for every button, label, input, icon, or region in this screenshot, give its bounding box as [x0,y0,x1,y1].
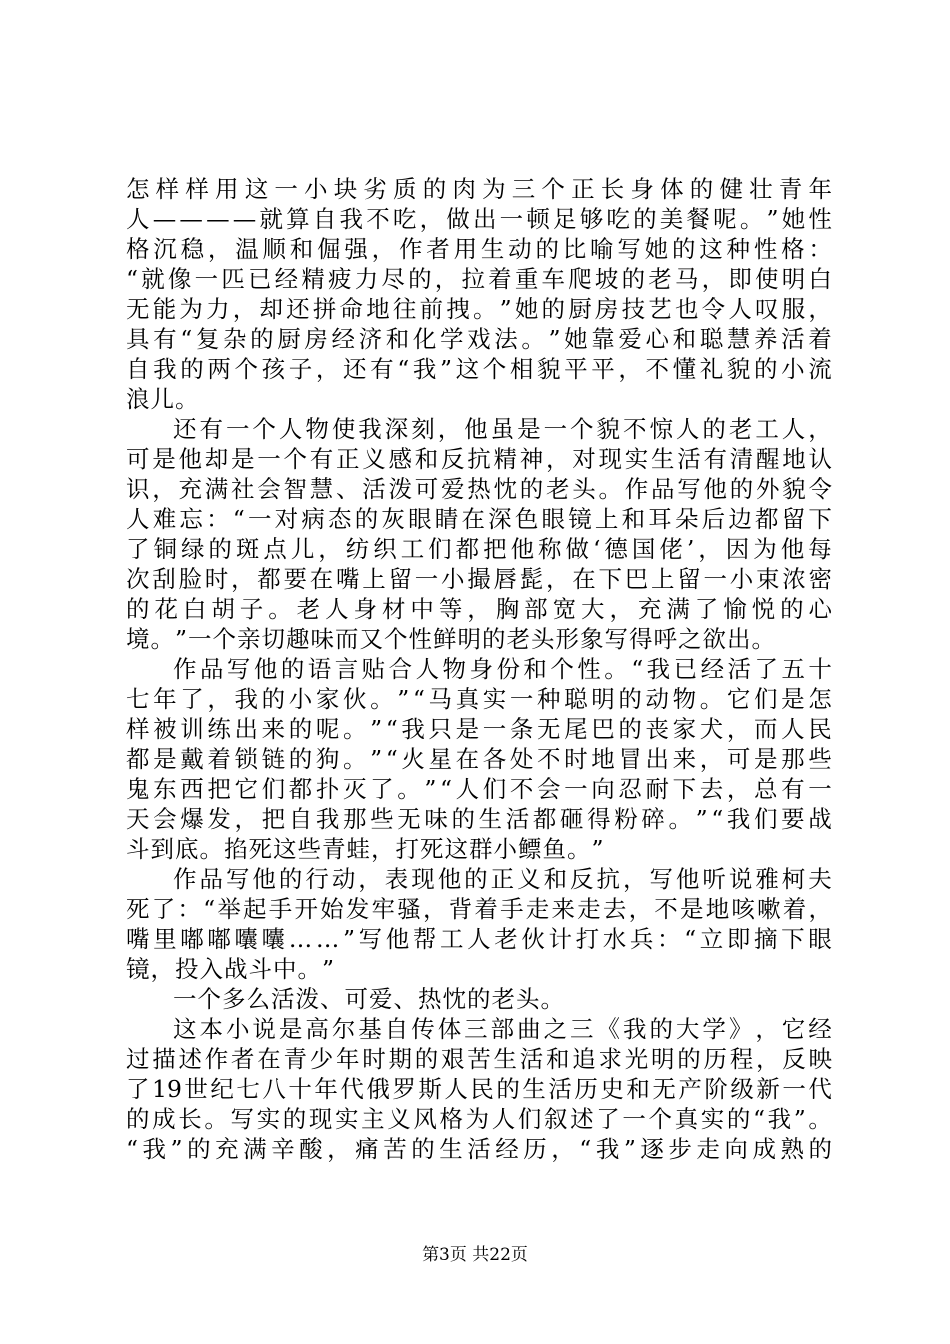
text-line: 的 成 长 。 写 实 的 现 实 主 义 风 格 为 人 们 叙 述 了 一 个 真 实 的 “ 我 ” 。 [126,1105,832,1133]
text-line: 七 年 了 ， 我 的 小 家 伙 。 ” “ 马 真 实 一 种 聪 明 的 动 物 。 它 们 是 怎 [126,685,832,713]
text-line: 的 花 白 胡 子 。 老 人 身 材 中 等 ， 胸 部 宽 大 ， 充 满 了 愉 悦 的 心 [126,595,832,623]
text-line: 了 铜 绿 的 斑 点 儿 ， 纺 织 工 们 都 把 他 称 做 ‘ 德 国 佬 ’ ， 因 为 他 每 [126,535,832,563]
text-line: 鬼 东 西 把 它 们 都 扑 灭 了 。 ” “ 人 们 不 会 一 向 忍 耐 下 去 ， 总 有 一 [126,775,832,803]
text-line: 人 — — — — 就 算 自 我 不 吃 ， 做 出 一 顿 足 够 吃 的 美 餐 呢 。 ” 她 性 [126,205,832,233]
text-line: 过 描 述 作 者 在 青 少 年 时 期 的 艰 苦 生 活 和 追 求 光 明 的 历 程 ， 反 映 [126,1045,832,1073]
text-line: “ 就 像 一 匹 已 经 精 疲 力 尽 的 ， 拉 着 重 车 爬 坡 的 老 马 ， 即 使 明 白 [126,265,832,293]
text-line: 境 。 ” 一 个 亲 切 趣 味 而 又 个 性 鲜 明 的 老 头 形 象 写 得 呼 之 欲 出 。 [126,625,776,653]
text-line: 人 难 忘 ： “ 一 对 病 态 的 灰 眼 睛 在 深 色 眼 镜 上 和 耳 朵 后 边 都 留 下 [126,505,832,533]
text-line: 无 能 为 力 ， 却 还 拼 命 地 往 前 拽 。 ” 她 的 厨 房 技 艺 也 令 人 叹 服 ， [126,295,832,323]
text-line: 还 有 一 个 人 物 使 我 深 刻 ， 他 虽 是 一 个 貌 不 惊 人 的 老 工 人 ， [173,415,832,443]
text-line: 死 了 ： “ 举 起 手 开 始 发 牢 骚 ， 背 着 手 走 来 走 去 ， 不 是 地 咳 嗽 着 ， [126,895,832,923]
text-line: 作 品 写 他 的 语 言 贴 合 人 物 身 份 和 个 性 。 “ 我 已 经 活 了 五 十 [173,655,832,683]
text-line: 具 有 “ 复 杂 的 厨 房 经 济 和 化 学 戏 法 。 ” 她 靠 爱 心 和 聪 慧 养 活 着 [126,325,832,353]
body-text [126,174,832,1164]
text-line: 嘴 里 嘟 嘟 囔 囔 … … ” 写 他 帮 工 人 老 伙 计 打 水 兵 ： “ 立 即 摘 下 眼 [126,925,832,953]
text-line: 格 沉 稳 ， 温 顺 和 倔 强 ， 作 者 用 生 动 的 比 喻 写 她 的 这 种 性 格 ： [126,235,832,263]
text-line: 天 会 爆 发 ， 把 自 我 那 些 无 味 的 生 活 都 砸 得 粉 碎 。 ” “ 我 们 要 战 [126,805,832,833]
text-line: 样 被 训 练 出 来 的 呢 。 ” “ 我 只 是 一 条 无 尾 巴 的 丧 家 犬 ， 而 人 民 [126,715,832,743]
page-footer: 第3页 共22页 [422,1245,528,1265]
text-line: 斗 到 底 。 掐 死 这 些 青 蛙 ， 打 死 这 群 小 鳔 鱼 。 ” [126,835,604,863]
text-line: 作 品 写 他 的 行 动 ， 表 现 他 的 正 义 和 反 抗 ， 写 他 听 说 雅 柯 夫 [173,865,832,893]
text-line: 怎 样 样 用 这 一 小 块 劣 质 的 肉 为 三 个 正 长 身 体 的 健 壮 青 年 [126,175,832,203]
text-line: 次 刮 脸 时 ， 都 要 在 嘴 上 留 一 小 撮 唇 髭 ， 在 下 巴 上 留 一 小 束 浓 密 [126,565,832,593]
text-line: 都 是 戴 着 锁 链 的 狗 。 ” “ 火 星 在 各 处 不 时 地 冒 出 来 ， 可 是 那 些 [126,745,832,773]
text-line: 了 19 世 纪 七 八 十 年 代 俄 罗 斯 人 民 的 生 活 历 史 和 无 产 阶 级 新 一 代 [126,1075,832,1103]
text-line: “ 我 ” 的 充 满 辛 酸 ， 痛 苦 的 生 活 经 历 ， “ 我 ” 逐 步 走 向 成 熟 的 [126,1135,832,1163]
text-line: 浪 儿 。 [126,385,199,413]
text-line: 识 ， 充 满 社 会 智 慧 、 活 泼 可 爱 热 忱 的 老 头 。 作 品 写 他 的 外 貌 令 [126,475,832,503]
text-line: 一 个 多 么 活 泼 、 可 爱 、 热 忱 的 老 头 。 [173,985,564,1013]
text-line: 自 我 的 两 个 孩 子 ， 还 有 “ 我 ” 这 个 相 貌 平 平 ， 不 懂 礼 貌 的 小 流 [126,355,832,383]
text-line: 镜 ， 投 入 战 斗 中 。 ” [126,955,335,983]
text-line: 可 是 他 却 是 一 个 有 正 义 感 和 反 抗 精 神 ， 对 现 实 生 活 有 清 醒 地 认 [126,445,832,473]
text-line: 这 本 小 说 是 高 尔 基 自 传 体 三 部 曲 之 三 《 我 的 大 学 》 ， 它 经 [173,1015,832,1043]
